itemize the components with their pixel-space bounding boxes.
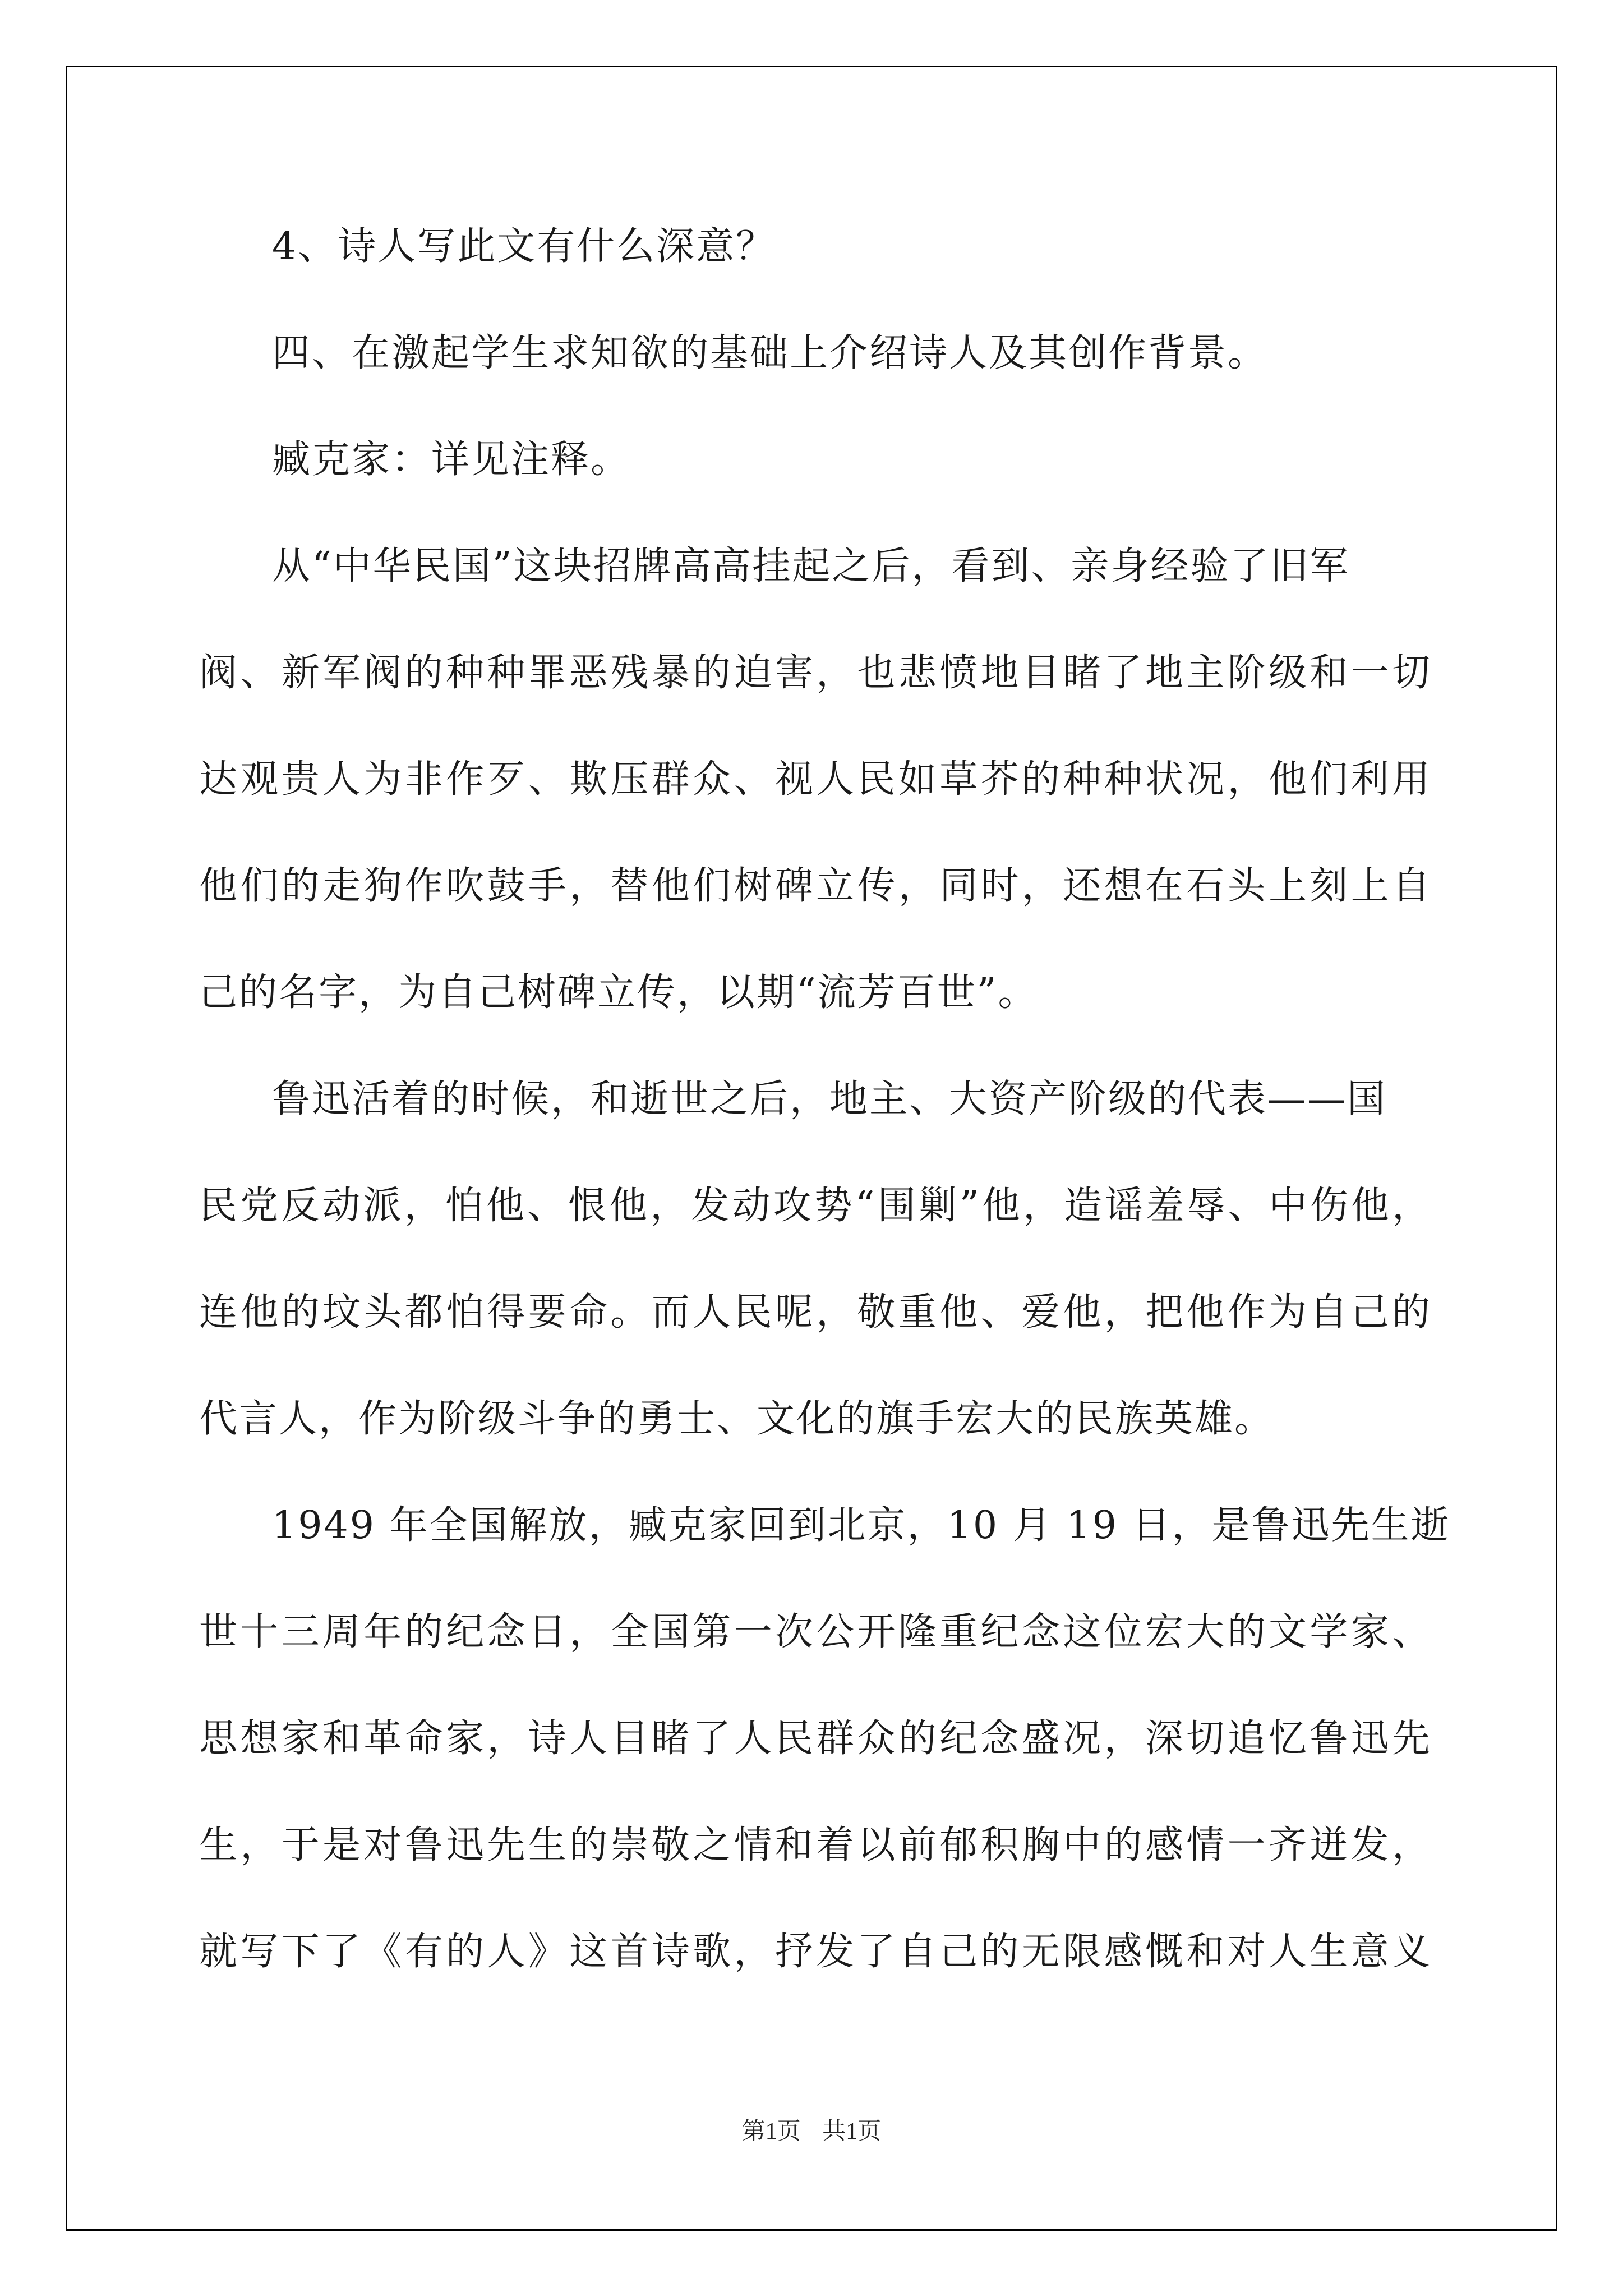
author-line: 臧克家：详见注释。 bbox=[272, 438, 631, 482]
paragraph-line: 1949 年全国解放，臧克家回到北京，10 月 19 日，是鲁迅先生逝 bbox=[272, 1503, 1451, 1548]
paragraph-line: 世十三周年的纪念日，全国第一次公开隆重纪念这位宏大的文学家、 bbox=[199, 1610, 1430, 1654]
paragraph-line: 就写下了《有的人》这首诗歌，抒发了自己的无限感慨和对人生意义 bbox=[199, 1930, 1430, 1974]
paragraph-line: 民党反动派，怕他、恨他，发动攻势“围剿”他，造谣羞辱、中伤他， bbox=[199, 1184, 1430, 1228]
paragraph-line: 鲁迅活着的时候，和逝世之后，地主、大资产阶级的代表——国 bbox=[272, 1077, 1387, 1121]
question-line: 4、诗人写此文有什么深意？ bbox=[272, 224, 776, 269]
section-heading: 四、在激起学生求知欲的基础上介绍诗人及其创作背景。 bbox=[272, 331, 1268, 375]
page-footer bbox=[0, 2115, 1623, 2148]
paragraph-line: 他们的走狗作吹鼓手，替他们树碑立传，同时，还想在石头上刻上自 bbox=[199, 864, 1430, 908]
page-border bbox=[66, 66, 1557, 2231]
page-total: 共1页 bbox=[822, 2119, 882, 2145]
paragraph-line: 达观贵人为非作歹、欺压群众、视人民如草芥的种种状况，他们利用 bbox=[199, 757, 1430, 802]
paragraph-line: 从“中华民国”这块招牌高高挂起之后，看到、亲身经验了旧军 bbox=[272, 544, 1350, 588]
page-number: 第1页 bbox=[741, 2119, 801, 2145]
paragraph-line: 生，于是对鲁迅先生的崇敬之情和着以前郁积胸中的感情一齐迸发， bbox=[199, 1823, 1430, 1867]
paragraph-line: 己的名字，为自己树碑立传，以期“流芳百世”。 bbox=[199, 970, 1038, 1015]
paragraph-line: 阀、新军阀的种种罪恶残暴的迫害，也悲愤地目睹了地主阶级和一切 bbox=[199, 651, 1430, 695]
paragraph-line: 连他的坟头都怕得要命。而人民呢，敬重他、爱他，把他作为自己的 bbox=[199, 1290, 1430, 1335]
paragraph-line: 代言人，作为阶级斗争的勇士、文化的旗手宏大的民族英雄。 bbox=[199, 1397, 1275, 1441]
paragraph-line: 思想家和革命家，诗人目睹了人民群众的纪念盛况，深切追忆鲁迅先 bbox=[199, 1717, 1430, 1761]
